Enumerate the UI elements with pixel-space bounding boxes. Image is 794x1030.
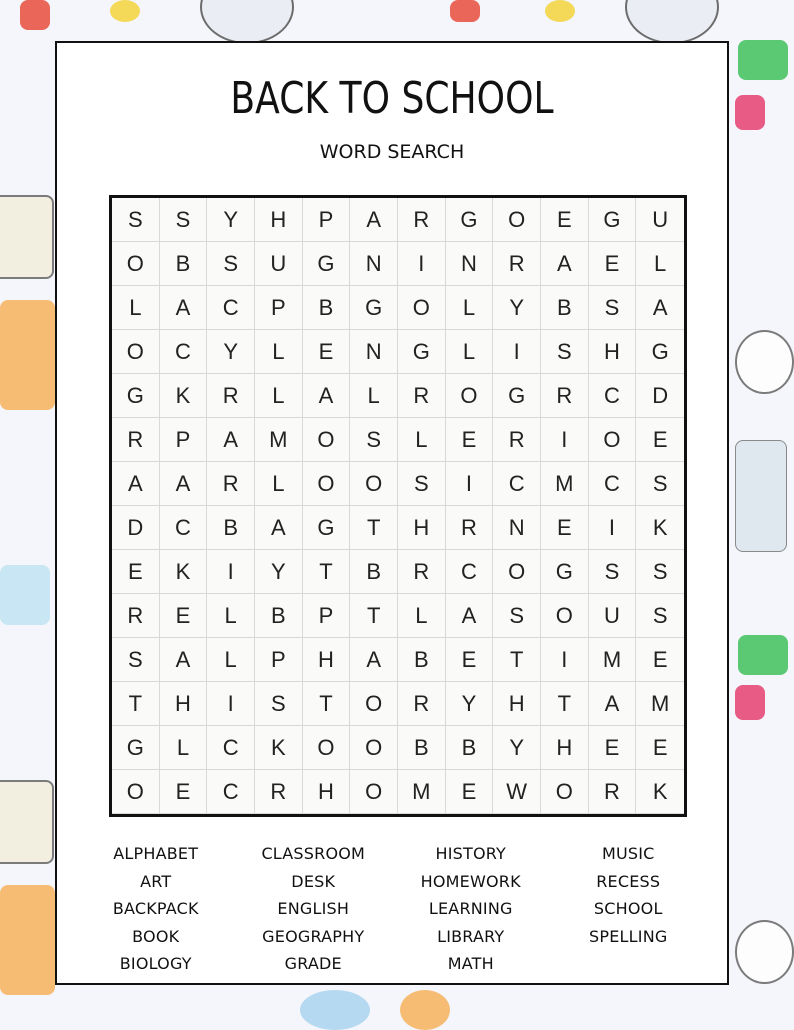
grid-cell: E xyxy=(541,198,589,242)
puzzle-piece-doodle xyxy=(735,685,765,720)
grid-cell: L xyxy=(350,374,398,418)
grid-cell: G xyxy=(446,198,494,242)
grid-cell: R xyxy=(112,418,160,462)
grid-cell: E xyxy=(636,726,684,770)
grid-cell: T xyxy=(493,638,541,682)
grid-cell: A xyxy=(636,286,684,330)
grid-cell: E xyxy=(160,594,208,638)
grid-cell: H xyxy=(255,198,303,242)
grid-cell: K xyxy=(160,374,208,418)
word-item: BIOLOGY xyxy=(119,954,192,973)
grid-cell: S xyxy=(350,418,398,462)
grid-cell: A xyxy=(350,638,398,682)
grid-cell: O xyxy=(303,462,351,506)
grid-cell: B xyxy=(350,550,398,594)
grid-cell: R xyxy=(493,418,541,462)
paint-tube-doodle xyxy=(450,0,480,22)
grid-cell: C xyxy=(446,550,494,594)
grid-cell: R xyxy=(398,682,446,726)
grid-cell: H xyxy=(303,638,351,682)
grid-cell: A xyxy=(303,374,351,418)
word-search-grid xyxy=(109,195,687,817)
grid-cell: N xyxy=(446,242,494,286)
grid-cell: H xyxy=(541,726,589,770)
grid-cell: T xyxy=(303,682,351,726)
grid-cell: A xyxy=(589,682,637,726)
grid-cell: U xyxy=(589,594,637,638)
grid-cell: I xyxy=(493,330,541,374)
puzzle-piece-doodle xyxy=(738,635,788,675)
grid-cell: L xyxy=(446,286,494,330)
grid-cell: P xyxy=(160,418,208,462)
grid-cell: I xyxy=(446,462,494,506)
grid-cell: E xyxy=(589,726,637,770)
grid-cell: R xyxy=(207,462,255,506)
grid-cell: S xyxy=(636,550,684,594)
grid-cell: O xyxy=(350,770,398,814)
word-item: GRADE xyxy=(284,954,342,973)
grid-cell: L xyxy=(160,726,208,770)
grid-cell: M xyxy=(541,462,589,506)
grid-cell: O xyxy=(350,462,398,506)
grid-cell: C xyxy=(160,330,208,374)
grid-cell: I xyxy=(541,418,589,462)
word-item: HOMEWORK xyxy=(420,871,521,891)
grid-cell: G xyxy=(589,198,637,242)
grid-cell: O xyxy=(350,726,398,770)
grid-cell: S xyxy=(636,594,684,638)
word-item: GEOGRAPHY xyxy=(262,926,365,946)
backpack-doodle xyxy=(0,885,55,995)
grid-cell: D xyxy=(636,374,684,418)
grid-cell: S xyxy=(589,550,637,594)
grid-cell: R xyxy=(112,594,160,638)
grid-cell: A xyxy=(207,418,255,462)
word-column xyxy=(392,840,550,978)
grid-cell: S xyxy=(112,638,160,682)
grid-cell: I xyxy=(589,506,637,550)
grid-cell: A xyxy=(446,594,494,638)
grid-cell: R xyxy=(207,374,255,418)
grid-cell: R xyxy=(398,550,446,594)
palette-doodle xyxy=(0,780,54,864)
grid-cell: O xyxy=(493,198,541,242)
grid-cell: C xyxy=(207,726,255,770)
grid-cell: L xyxy=(255,330,303,374)
paint-splash-doodle xyxy=(545,0,575,22)
word-column xyxy=(235,840,393,978)
grid-cell: Y xyxy=(493,726,541,770)
grid-cell: T xyxy=(303,550,351,594)
grid-cell: O xyxy=(303,418,351,462)
soccer-ball-doodle xyxy=(625,0,719,44)
word-item: BOOK xyxy=(132,926,180,946)
grid-cell: T xyxy=(350,506,398,550)
grid-cell: S xyxy=(541,330,589,374)
grid-cell: G xyxy=(112,374,160,418)
grid-cell: C xyxy=(493,462,541,506)
grid-cell: C xyxy=(589,374,637,418)
grid-cell: C xyxy=(160,506,208,550)
grid-cell: E xyxy=(636,418,684,462)
grid-cell: I xyxy=(541,638,589,682)
grid-cell: L xyxy=(207,638,255,682)
grid-cell: L xyxy=(255,374,303,418)
paint-splash-doodle xyxy=(110,0,140,22)
grid-cell: G xyxy=(636,330,684,374)
grid-cell: P xyxy=(255,286,303,330)
grid-cell: O xyxy=(541,770,589,814)
grid-cell: K xyxy=(160,550,208,594)
word-item: ALPHABET xyxy=(113,844,199,863)
grid-cell: Y xyxy=(493,286,541,330)
paint-blob-doodle xyxy=(300,990,370,1030)
grid-cell: T xyxy=(112,682,160,726)
grid-cell: B xyxy=(303,286,351,330)
grid-cell: B xyxy=(207,506,255,550)
word-item: SCHOOL xyxy=(593,899,663,918)
word-item: RECESS xyxy=(596,871,661,891)
grid-cell: C xyxy=(207,770,255,814)
grid-cell: E xyxy=(636,638,684,682)
word-item: LEARNING xyxy=(428,899,513,918)
worksheet-page xyxy=(55,41,729,985)
grid-cell: S xyxy=(493,594,541,638)
grid-cell: S xyxy=(112,198,160,242)
grid-cell: G xyxy=(398,330,446,374)
grid-cell: I xyxy=(207,550,255,594)
grid-cell: C xyxy=(207,286,255,330)
word-item: DESK xyxy=(291,871,336,891)
grid-cell: G xyxy=(493,374,541,418)
word-item: HISTORY xyxy=(435,844,507,863)
grid-cell: O xyxy=(398,286,446,330)
grid-cell: I xyxy=(398,242,446,286)
grid-cell: L xyxy=(255,462,303,506)
palette-doodle xyxy=(0,195,54,279)
grid-cell: O xyxy=(112,242,160,286)
grid-cell: L xyxy=(398,418,446,462)
grid-cell: H xyxy=(493,682,541,726)
word-column xyxy=(550,840,708,978)
grid-cell: N xyxy=(493,506,541,550)
book-doodle xyxy=(735,440,787,552)
grid-cell: L xyxy=(398,594,446,638)
grid-cell: R xyxy=(446,506,494,550)
grid-cell: L xyxy=(446,330,494,374)
grid-cell: E xyxy=(589,242,637,286)
grid-cell: H xyxy=(160,682,208,726)
grid-cell: B xyxy=(398,638,446,682)
grid-cell: G xyxy=(112,726,160,770)
grid-cell: Y xyxy=(207,198,255,242)
grid-cell: C xyxy=(589,462,637,506)
grid-cell: S xyxy=(207,242,255,286)
grid-cell: A xyxy=(160,638,208,682)
grid-cell: A xyxy=(350,198,398,242)
grid-cell: E xyxy=(160,770,208,814)
word-item: ENGLISH xyxy=(277,899,350,918)
grid-cell: O xyxy=(446,374,494,418)
grid-cell: R xyxy=(541,374,589,418)
grid-cell: M xyxy=(398,770,446,814)
grid-cell: Y xyxy=(446,682,494,726)
grid-cell: W xyxy=(493,770,541,814)
backpack-doodle xyxy=(0,300,55,410)
grid-cell: K xyxy=(636,506,684,550)
grid-cell: E xyxy=(541,506,589,550)
grid-cell: O xyxy=(493,550,541,594)
grid-cell: A xyxy=(255,506,303,550)
grid-cell: M xyxy=(589,638,637,682)
grid-cell: L xyxy=(207,594,255,638)
grid-cell: G xyxy=(350,286,398,330)
grid-cell: O xyxy=(541,594,589,638)
word-item: SPELLING xyxy=(589,926,668,946)
grid-cell: S xyxy=(636,462,684,506)
grid-cell: A xyxy=(541,242,589,286)
grid-cell: O xyxy=(350,682,398,726)
grid-cell: O xyxy=(303,726,351,770)
grid-cell: E xyxy=(446,418,494,462)
grid-cell: O xyxy=(112,330,160,374)
grid-cell: G xyxy=(541,550,589,594)
word-item: CLASSROOM xyxy=(261,844,366,863)
grid-cell: P xyxy=(255,638,303,682)
puzzle-piece-doodle xyxy=(735,95,765,130)
page-title: BACK TO SCHOOL xyxy=(230,73,554,124)
grid-cell: E xyxy=(446,770,494,814)
grid-cell: B xyxy=(541,286,589,330)
grid-cell: H xyxy=(303,770,351,814)
word-item: MATH xyxy=(447,954,494,973)
page-subtitle: WORD SEARCH xyxy=(319,141,465,163)
word-item: LIBRARY xyxy=(437,926,505,946)
grid-cell: L xyxy=(112,286,160,330)
clock-doodle xyxy=(735,920,794,984)
grid-cell: G xyxy=(303,242,351,286)
grid-cell: G xyxy=(303,506,351,550)
grid-cell: H xyxy=(398,506,446,550)
grid-cell: S xyxy=(398,462,446,506)
word-item: ART xyxy=(140,871,172,891)
grid-cell: M xyxy=(255,418,303,462)
grid-cell: P xyxy=(303,198,351,242)
grid-cell: B xyxy=(446,726,494,770)
grid-cell: U xyxy=(636,198,684,242)
word-column xyxy=(77,840,235,978)
grid-cell: E xyxy=(112,550,160,594)
grid-cell: U xyxy=(255,242,303,286)
grid-cell: B xyxy=(398,726,446,770)
grid-cell: R xyxy=(398,374,446,418)
clock-doodle xyxy=(735,330,794,394)
grid-cell: S xyxy=(160,198,208,242)
grid-cell: P xyxy=(303,594,351,638)
grid-cell: A xyxy=(160,462,208,506)
grid-cell: R xyxy=(398,198,446,242)
grid-cell: D xyxy=(112,506,160,550)
grid-cell: B xyxy=(255,594,303,638)
grid-cell: S xyxy=(589,286,637,330)
grid-cell: B xyxy=(160,242,208,286)
grid-cell: N xyxy=(350,330,398,374)
grid-cell: R xyxy=(589,770,637,814)
grid-cell: Y xyxy=(255,550,303,594)
glue-bottle-doodle xyxy=(0,565,50,625)
grid-cell: M xyxy=(636,682,684,726)
word-list xyxy=(77,840,707,978)
grid-cell: T xyxy=(541,682,589,726)
grid-cell: H xyxy=(589,330,637,374)
grid-cell: L xyxy=(636,242,684,286)
grid-cell: A xyxy=(112,462,160,506)
paint-tube-doodle xyxy=(20,0,50,30)
grid-cell: O xyxy=(589,418,637,462)
grid-cell: E xyxy=(446,638,494,682)
grid-cell: T xyxy=(350,594,398,638)
word-item: MUSIC xyxy=(601,844,655,863)
grid-cell: K xyxy=(255,726,303,770)
grid-cell: N xyxy=(350,242,398,286)
grid-cell: I xyxy=(207,682,255,726)
grid-cell: K xyxy=(636,770,684,814)
grid-cell: R xyxy=(493,242,541,286)
paint-blob-doodle xyxy=(400,990,450,1030)
puzzle-piece-doodle xyxy=(738,40,788,80)
grid-cell: Y xyxy=(207,330,255,374)
word-item: BACKPACK xyxy=(112,899,199,918)
grid-cell: O xyxy=(112,770,160,814)
grid-cell: S xyxy=(255,682,303,726)
soccer-ball-doodle xyxy=(200,0,294,44)
grid-cell: R xyxy=(255,770,303,814)
grid-cell: E xyxy=(303,330,351,374)
grid-cell: A xyxy=(160,286,208,330)
